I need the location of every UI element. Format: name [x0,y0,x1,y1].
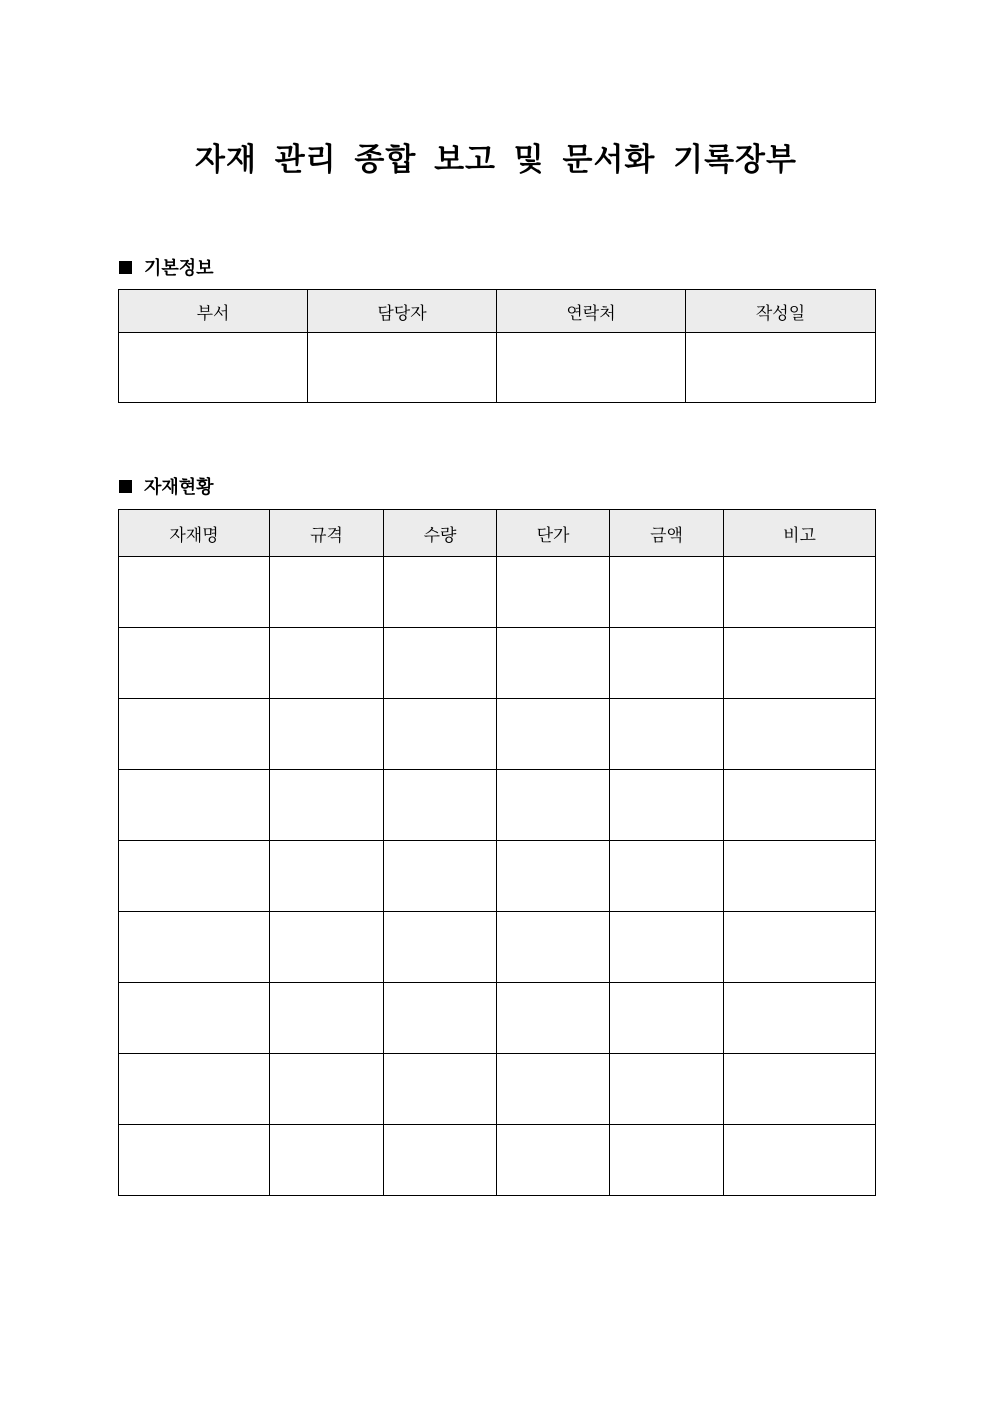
table-row [119,912,876,983]
unit-price-cell[interactable] [497,912,610,983]
material-name-cell[interactable] [119,557,270,628]
specification-cell[interactable] [270,770,384,841]
header-material-name: 자재명 [119,510,270,557]
material-name-cell[interactable] [119,1125,270,1196]
header-date-written: 작성일 [686,290,876,333]
header-contact: 연락처 [497,290,686,333]
amount-cell[interactable] [610,983,724,1054]
amount-cell[interactable] [610,1125,724,1196]
quantity-cell[interactable] [384,699,497,770]
header-quantity: 수량 [384,510,497,557]
basic-info-heading [119,254,214,280]
square-bullet-icon [119,261,132,274]
material-name-cell[interactable] [119,699,270,770]
basic-info-header-row [119,290,876,333]
basic-info-heading-label: 기본정보 [144,258,214,279]
table-row [119,1125,876,1196]
remarks-cell[interactable] [724,628,876,699]
unit-price-cell[interactable] [497,557,610,628]
material-name-cell[interactable] [119,1054,270,1125]
unit-price-cell[interactable] [497,983,610,1054]
material-name-cell[interactable] [119,983,270,1054]
table-row [119,628,876,699]
quantity-cell[interactable] [384,912,497,983]
material-status-header-row [119,510,876,557]
table-row [119,557,876,628]
basic-info-row [119,333,876,403]
amount-cell[interactable] [610,557,724,628]
header-specification: 규격 [270,510,384,557]
specification-cell[interactable] [270,1125,384,1196]
specification-cell[interactable] [270,557,384,628]
remarks-cell[interactable] [724,770,876,841]
contact-cell[interactable] [497,333,686,403]
remarks-cell[interactable] [724,1054,876,1125]
header-amount: 금액 [610,510,724,557]
header-department: 부서 [119,290,308,333]
material-status-heading [119,473,214,499]
remarks-cell[interactable] [724,912,876,983]
specification-cell[interactable] [270,983,384,1054]
unit-price-cell[interactable] [497,699,610,770]
table-row [119,699,876,770]
quantity-cell[interactable] [384,1054,497,1125]
department-cell[interactable] [119,333,308,403]
unit-price-cell[interactable] [497,770,610,841]
quantity-cell[interactable] [384,557,497,628]
material-name-cell[interactable] [119,628,270,699]
unit-price-cell[interactable] [497,1125,610,1196]
quantity-cell[interactable] [384,1125,497,1196]
square-bullet-icon [119,480,132,493]
unit-price-cell[interactable] [497,1054,610,1125]
amount-cell[interactable] [610,841,724,912]
unit-price-cell[interactable] [497,628,610,699]
amount-cell[interactable] [610,1054,724,1125]
remarks-cell[interactable] [724,1125,876,1196]
quantity-cell[interactable] [384,770,497,841]
specification-cell[interactable] [270,628,384,699]
specification-cell[interactable] [270,841,384,912]
material-name-cell[interactable] [119,770,270,841]
header-remarks: 비고 [724,510,876,557]
material-name-cell[interactable] [119,841,270,912]
amount-cell[interactable] [610,912,724,983]
specification-cell[interactable] [270,912,384,983]
quantity-cell[interactable] [384,983,497,1054]
remarks-cell[interactable] [724,841,876,912]
material-status-table [118,509,876,1196]
person-in-charge-cell[interactable] [308,333,497,403]
table-row [119,1054,876,1125]
amount-cell[interactable] [610,699,724,770]
date-written-cell[interactable] [686,333,876,403]
remarks-cell[interactable] [724,557,876,628]
quantity-cell[interactable] [384,841,497,912]
amount-cell[interactable] [610,770,724,841]
quantity-cell[interactable] [384,628,497,699]
header-person-in-charge: 담당자 [308,290,497,333]
specification-cell[interactable] [270,699,384,770]
material-status-heading-label: 자재현황 [144,477,214,498]
remarks-cell[interactable] [724,983,876,1054]
document-title: 자재 관리 종합 보고 및 문서화 기록장부 [195,142,797,178]
header-unit-price: 단가 [497,510,610,557]
material-name-cell[interactable] [119,912,270,983]
table-row [119,770,876,841]
remarks-cell[interactable] [724,699,876,770]
amount-cell[interactable] [610,628,724,699]
unit-price-cell[interactable] [497,841,610,912]
specification-cell[interactable] [270,1054,384,1125]
table-row [119,841,876,912]
table-row [119,983,876,1054]
basic-info-table [118,289,876,403]
